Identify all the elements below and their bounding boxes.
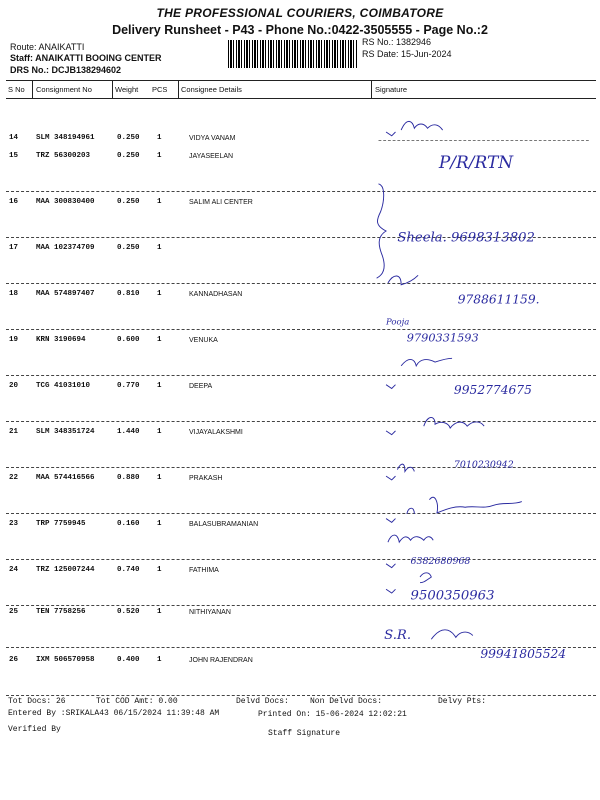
row-pcs: 1	[157, 134, 162, 142]
row-pcs: 1	[157, 336, 162, 344]
signature-scribble	[401, 358, 452, 366]
verified-by: Verified By	[8, 725, 61, 734]
row-consignment: TCG 41031010	[36, 382, 91, 390]
row-sno: 21	[9, 428, 19, 436]
route-label: Route: ANAIKATTI	[10, 42, 85, 52]
signature-scribble	[407, 497, 522, 514]
row-consignee: BALASUBRAMANIAN	[189, 521, 259, 528]
row-weight: 0.400	[117, 656, 140, 664]
rs-date: RS Date: 15-Jun-2024	[362, 49, 452, 59]
row-pcs: 1	[157, 244, 162, 252]
signature-scribble	[397, 464, 414, 471]
row-consignee: VENUKA	[189, 337, 218, 344]
entered-by: Entered By :SRIKALA43 06/15/2024 11:39:48 AM	[8, 709, 220, 718]
row-weight: 0.770	[117, 382, 140, 390]
company-title: THE PROFESSIONAL COURIERS, COIMBATORE	[156, 6, 444, 20]
tick-mark	[386, 476, 395, 480]
handwritten-phone: 6382680968	[410, 555, 471, 567]
printed-on: Printed On: 15-06-2024 12:02:21	[258, 710, 407, 719]
row-weight: 0.520	[117, 608, 140, 616]
row-sno: 18	[9, 290, 19, 298]
signature-scribble	[388, 275, 418, 284]
row-weight: 0.250	[117, 152, 140, 160]
row-consignee: SALIM ALI CENTER	[189, 199, 253, 206]
row-weight: 0.250	[117, 244, 140, 252]
row-sno: 20	[9, 382, 19, 390]
barcode	[228, 40, 358, 68]
non-delivered-docs: Non Delvd Docs:	[310, 697, 383, 706]
row-weight: 0.880	[117, 474, 140, 482]
signature-scribble	[424, 417, 484, 428]
runsheet-subtitle: Delivery Runsheet - P43 - Phone No.:0422-3505555 - Page No.:2	[112, 23, 488, 37]
row-pcs: 1	[157, 656, 162, 664]
col-weight: Weight	[115, 85, 139, 94]
row-pcs: 1	[157, 290, 162, 298]
row-consignment: TRZ 125007244	[36, 566, 95, 574]
handwritten-phone: 9952774675	[453, 383, 532, 398]
row-pcs: 1	[157, 428, 162, 436]
row-consignee: JOHN RAJENDRAN	[189, 657, 253, 664]
row-consignment: MAA 102374709	[36, 244, 95, 252]
row-sno: 23	[9, 520, 19, 528]
handwritten-initials: S.R.	[384, 628, 412, 644]
tick-mark	[386, 589, 395, 593]
handwritten-name: Pooja	[386, 316, 410, 327]
column-divider	[32, 80, 33, 98]
row-consignee: JAYASEELAN	[189, 153, 234, 160]
row-consignee: VIJAYALAKSHMI	[189, 429, 243, 436]
row-consignment: TEN 7758256	[36, 608, 86, 616]
signature-scribble	[420, 573, 431, 583]
row-pcs: 1	[157, 520, 162, 528]
handwritten-phone: 7010230942	[453, 459, 514, 471]
row-consignment: MAA 300830400	[36, 198, 95, 206]
handwritten-phone: 9500350963	[410, 588, 495, 604]
delivery-points: Delvy Pts:	[438, 697, 487, 706]
row-weight: 0.250	[117, 198, 140, 206]
col-consignment: Consignment No	[36, 85, 92, 94]
col-sno: S No	[8, 85, 25, 94]
row-weight: 0.600	[117, 336, 140, 344]
row-pcs: 1	[157, 382, 162, 390]
row-weight: 1.440	[117, 428, 140, 436]
col-pcs: PCS	[152, 85, 168, 94]
row-weight: 0.160	[117, 520, 140, 528]
row-pcs: 1	[157, 474, 162, 482]
row-pcs: 1	[157, 608, 162, 616]
row-pcs: 1	[157, 152, 162, 160]
row-consignment: SLM 348351724	[36, 428, 95, 436]
handwritten-phone: 99941805524	[480, 647, 567, 660]
row-weight: 0.810	[117, 290, 140, 298]
row-consignee: NITHIYANAN	[189, 609, 231, 616]
row-consignee: KANNADHASAN	[189, 291, 243, 298]
row-weight: 0.740	[117, 566, 140, 574]
handwritten-phone: 9788611159.	[457, 292, 540, 307]
row-sno: 25	[9, 608, 19, 616]
signature-scribble	[388, 535, 433, 542]
rs-number: RS No.: 1382946	[362, 37, 432, 47]
row-pcs: 1	[157, 198, 162, 206]
row-sno: 16	[9, 198, 19, 206]
signature-column	[372, 0, 600, 660]
row-sno: 17	[9, 244, 19, 252]
row-consignee: DEEPA	[189, 383, 213, 390]
handwritten-rtn: P/R/RTN	[438, 152, 514, 173]
brace-mark	[377, 184, 386, 278]
staff-signature: Staff Signature	[268, 729, 341, 738]
row-consignment: MAA 574897407	[36, 290, 95, 298]
row-consignee: PRAKASH	[189, 475, 223, 482]
column-divider	[178, 80, 179, 98]
total-cod: Tot COD Amt: 0.00	[96, 697, 178, 706]
col-consignee: Consignee Details	[181, 85, 242, 94]
column-divider	[112, 80, 113, 98]
row-consignment: TRP 7759945	[36, 520, 86, 528]
row-consignment: SLM 348194961	[36, 134, 95, 142]
row-sno: 26	[9, 656, 19, 664]
row-sno: 19	[9, 336, 19, 344]
tick-mark	[386, 519, 395, 523]
row-separator	[6, 695, 596, 696]
total-docs: Tot Docs: 26	[8, 697, 66, 706]
row-consignment: KRN 3190694	[36, 336, 86, 344]
tick-mark	[386, 431, 395, 435]
tick-mark	[386, 385, 395, 389]
tick-mark	[386, 564, 395, 568]
row-sno: 15	[9, 152, 19, 160]
handwritten-note: Sheela. 9698313802	[397, 230, 535, 246]
row-consignee: VIDYA VANAM	[189, 135, 236, 142]
row-consignment: IXM 506570958	[36, 656, 95, 664]
tick-mark	[386, 132, 395, 136]
col-signature: Signature	[375, 85, 408, 94]
signature-scribble	[401, 121, 442, 130]
drs-number: DRS No.: DCJB138294602	[10, 65, 122, 75]
handwritten-phone: 9790331593	[406, 331, 479, 345]
delivered-docs: Delvd Docs:	[236, 697, 289, 706]
row-sno: 24	[9, 566, 19, 574]
signature-scribble	[431, 630, 472, 639]
row-sno: 14	[9, 134, 19, 142]
row-consignee: FATHIMA	[189, 567, 219, 574]
row-consignment: TRZ 56300203	[36, 152, 91, 160]
row-sno: 22	[9, 474, 19, 482]
row-consignment: MAA 574416566	[36, 474, 95, 482]
row-pcs: 1	[157, 566, 162, 574]
staff-label: Staff: ANAIKATTI BOOING CENTER	[10, 53, 162, 63]
row-weight: 0.250	[117, 134, 140, 142]
